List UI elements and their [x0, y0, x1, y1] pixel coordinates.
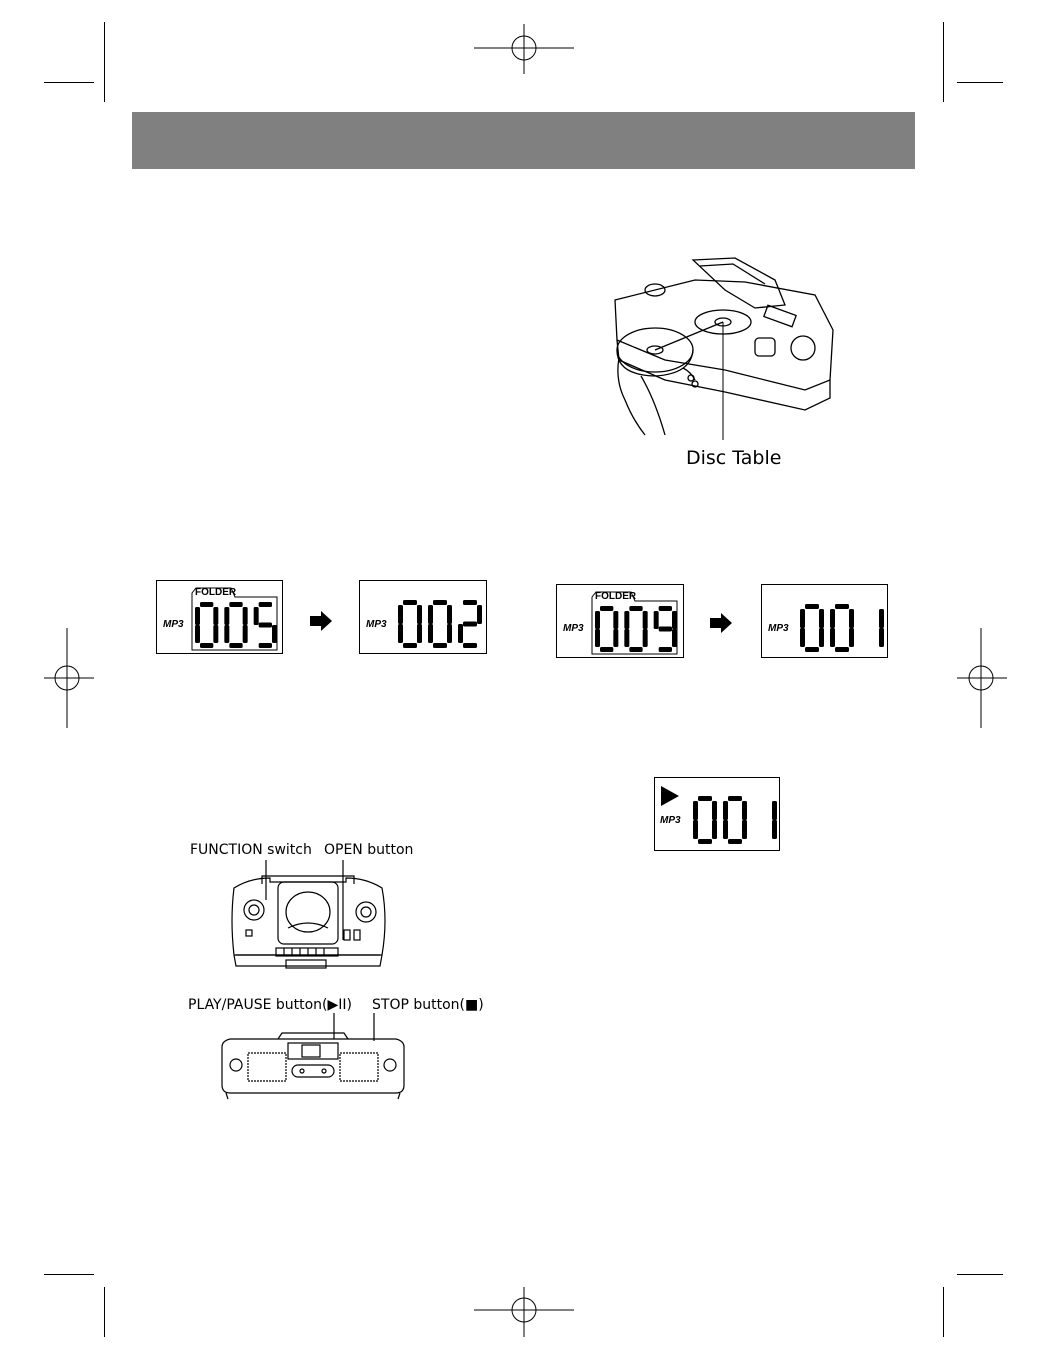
digit-segment — [712, 820, 717, 839]
digit-segment — [433, 600, 447, 605]
folder-label: FOLDER — [195, 587, 237, 598]
digit-segment — [800, 628, 805, 647]
digit-segment — [723, 820, 728, 839]
digit-segment — [403, 600, 417, 605]
digit-segment — [433, 643, 447, 648]
digit-segment — [600, 647, 613, 652]
digit-segment — [259, 643, 272, 648]
digit-segment — [728, 796, 742, 801]
digit-segment — [259, 623, 272, 628]
digit-segment — [830, 628, 835, 647]
digit-segment — [672, 611, 677, 629]
digit-segment — [819, 609, 824, 628]
lcd-digits — [398, 600, 482, 648]
mp3-label: MP3 — [163, 619, 184, 630]
digit-segment — [849, 609, 854, 628]
digit-segment — [835, 647, 849, 652]
digit-segment — [259, 602, 272, 607]
digit-segment — [229, 643, 242, 648]
digit-segment — [772, 801, 777, 820]
registration-mark-icon — [957, 628, 1007, 728]
digit-segment — [805, 647, 819, 652]
digit-segment — [398, 624, 403, 643]
digit-segment — [595, 629, 600, 647]
digit-segment — [629, 606, 642, 611]
lcd-digits — [595, 606, 677, 652]
disc-insert-illustration — [605, 250, 845, 440]
digit-segment — [879, 628, 884, 647]
digit-segment — [643, 629, 648, 647]
digit-segment — [805, 604, 819, 609]
digit-segment — [712, 801, 717, 820]
lcd-display-play-001 — [654, 777, 780, 851]
digit-segment — [849, 628, 854, 647]
digit-segment — [613, 611, 618, 629]
stop-button-label: STOP button(■) — [372, 997, 484, 1013]
digit-segment — [213, 607, 218, 625]
section-header-bar — [132, 112, 915, 169]
digit-segment — [254, 607, 259, 625]
digit-segment — [742, 820, 747, 839]
digit-segment — [672, 629, 677, 647]
digit-segment — [723, 801, 728, 820]
digit-segment — [463, 622, 477, 627]
registration-mark-icon — [474, 1287, 574, 1337]
digit-segment — [463, 643, 477, 648]
digit-segment — [693, 820, 698, 839]
digit-segment — [477, 605, 482, 624]
digit-segment — [195, 625, 200, 643]
digit-segment — [428, 624, 433, 643]
lcd-display-folder-005 — [156, 580, 283, 654]
digit-segment — [659, 647, 672, 652]
arrow-right-icon — [710, 613, 732, 633]
registration-mark-icon — [44, 628, 94, 728]
digit-segment — [243, 625, 248, 643]
mp3-label: MP3 — [768, 623, 789, 634]
function-switch-label: FUNCTION switch — [190, 842, 312, 858]
registration-mark-icon — [474, 24, 574, 74]
digit-segment — [819, 628, 824, 647]
digit-segment — [728, 839, 742, 844]
digit-segment — [200, 643, 213, 648]
digit-segment — [600, 606, 613, 611]
mp3-label: MP3 — [660, 815, 681, 826]
digit-segment — [447, 605, 452, 624]
open-button-label: OPEN button — [324, 842, 414, 858]
digit-segment — [213, 625, 218, 643]
digit-segment — [624, 611, 629, 629]
digit-segment — [742, 801, 747, 820]
digit-segment — [195, 607, 200, 625]
lcd-digits — [195, 602, 277, 648]
digit-segment — [629, 647, 642, 652]
digit-segment — [613, 629, 618, 647]
lcd-digits — [800, 604, 884, 652]
digit-segment — [772, 820, 777, 839]
digit-segment — [200, 602, 213, 607]
digit-segment — [698, 796, 712, 801]
boombox-top-illustration — [218, 1013, 408, 1101]
mp3-label: MP3 — [563, 623, 584, 634]
digit-segment — [398, 605, 403, 624]
play-pause-button-label: PLAY/PAUSE button(▶II) — [188, 997, 353, 1013]
digit-segment — [693, 801, 698, 820]
folder-label: FOLDER — [595, 591, 637, 602]
play-indicator-icon — [660, 785, 680, 807]
digit-segment — [595, 611, 600, 629]
digit-segment — [272, 625, 277, 643]
digit-segment — [698, 839, 712, 844]
digit-segment — [830, 609, 835, 628]
digit-segment — [224, 625, 229, 643]
digit-segment — [659, 627, 672, 632]
digit-segment — [403, 643, 417, 648]
boombox-front-illustration — [226, 860, 391, 972]
digit-segment — [800, 609, 805, 628]
digit-segment — [229, 602, 242, 607]
digit-segment — [879, 609, 884, 628]
arrow-right-icon — [310, 611, 332, 631]
lcd-display-001 — [761, 584, 888, 658]
digit-segment — [643, 611, 648, 629]
digit-segment — [417, 605, 422, 624]
digit-segment — [463, 600, 477, 605]
lcd-digits — [693, 796, 777, 844]
disc-table-label: Disc Table — [686, 447, 782, 469]
digit-segment — [654, 611, 659, 629]
lcd-display-002 — [359, 580, 487, 654]
digit-segment — [447, 624, 452, 643]
digit-segment — [458, 624, 463, 643]
digit-segment — [835, 604, 849, 609]
mp3-label: MP3 — [366, 619, 387, 630]
digit-segment — [659, 606, 672, 611]
digit-segment — [624, 629, 629, 647]
digit-segment — [224, 607, 229, 625]
digit-segment — [417, 624, 422, 643]
digit-segment — [243, 607, 248, 625]
lcd-display-folder-009 — [556, 584, 684, 658]
digit-segment — [428, 605, 433, 624]
